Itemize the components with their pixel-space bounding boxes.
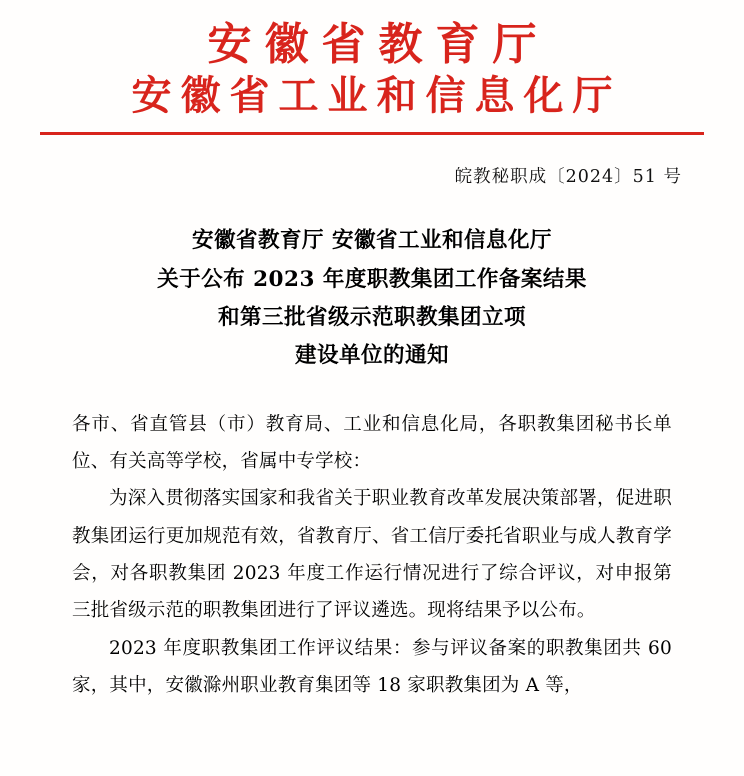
title-line-1: 安徽省教育厅 安徽省工业和信息化厅	[192, 228, 552, 254]
document-title	[70, 222, 674, 375]
red-horizontal-rule	[40, 132, 704, 135]
title-line-2: 关于公布 2023 年度职教集团工作备案结果	[157, 266, 587, 292]
body-paragraph-1: 为深入贯彻落实国家和我省关于职业教育改革发展决策部署，促进职教集团运行更加规范有效，省教育厅、省工信厅委托省职业与成人教育学会，对各职教集团 2023 年度工作运行情况进行了综合评议，对申报第三批省级示范的职教集团进行了评议遴选。现将结果予以公布。	[72, 488, 672, 622]
salutation-paragraph: 各市、省直管县（市）教育局、工业和信息化局，各职教集团秘书长单位、有关高等学校，省属中专学校：	[72, 413, 672, 472]
title-line-4: 建设单位的通知	[294, 343, 449, 369]
document-number: 皖教秘职成〔2024〕51 号	[454, 167, 682, 188]
letterhead-line-1: 安徽省教育厅	[207, 19, 550, 70]
letterhead-line-2: 安徽省工业和信息化厅	[131, 71, 622, 119]
body-paragraph-2: 2023 年度职教集团工作评议结果：参与评议备案的职教集团共 60 家，其中，安徽滁州职业教育集团等 18 家职教集团为 A 等，	[72, 637, 672, 697]
letterhead	[0, 0, 744, 120]
title-line-3: 和第三批省级示范职教集团立项	[217, 305, 526, 330]
document-body	[72, 406, 672, 705]
